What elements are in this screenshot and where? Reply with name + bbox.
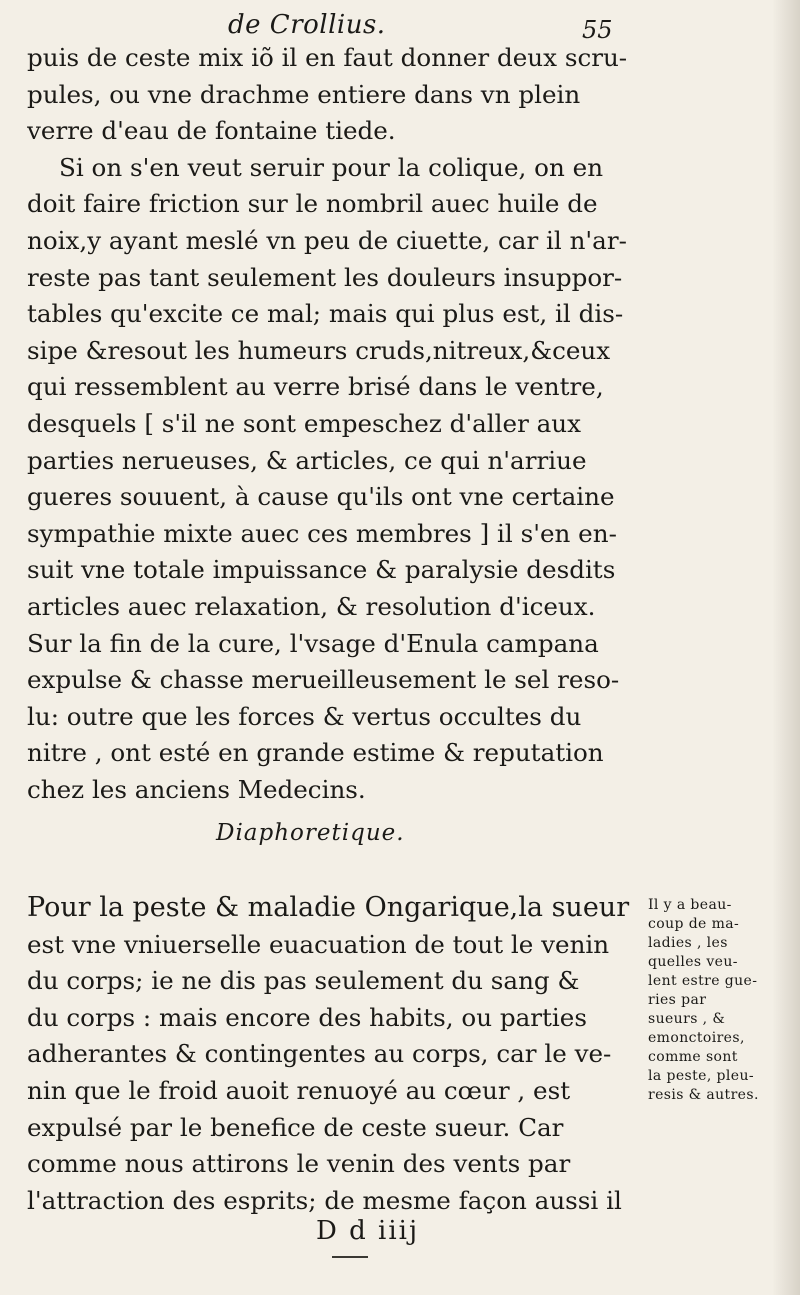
- running-title: de Crollius.: [228, 10, 386, 40]
- second-text-block: [27, 890, 639, 1219]
- text-line: verre d'eau de fontaine tiede.: [27, 116, 396, 146]
- text-line: puis de ceste mix iõ il en faut donner deux scru-: [27, 43, 628, 72]
- text-line: suit vne totale impuissance & paralysie desdits: [27, 555, 616, 585]
- section-heading: Diaphoretique.: [216, 820, 405, 846]
- text-line: desquels [ s'il ne sont empeschez d'aller aux: [27, 408, 582, 438]
- text-line: Si on s'en veut seruir pour la colique, on en: [59, 152, 604, 182]
- text-line: pules, ou vne drachme entiere dans vn plein: [27, 79, 581, 109]
- text-line: doit faire friction sur le nombril auec huile de: [27, 189, 598, 219]
- text-line: gueres souuent, à cause qu'ils ont vne certaine: [27, 482, 615, 512]
- text-line: chez les anciens Medecins.: [27, 774, 366, 804]
- text-line: du corps : mais encore des habits, ou parties: [27, 1002, 587, 1032]
- margin-note-line: la peste, pleu-: [648, 1068, 754, 1084]
- margin-note-line: coup de ma-: [648, 916, 740, 932]
- text-line: tables qu'excite ce mal; mais qui plus est, il dis-: [27, 299, 624, 329]
- margin-note-line: sueurs , &: [648, 1011, 726, 1027]
- text-line: expulsé par le benefice de ceste sueur. Car: [27, 1112, 564, 1142]
- text-line: nitre , ont esté en grande estime & reputation: [27, 738, 604, 768]
- text-line: sympathie mixte auec ces membres ] il s'en en-: [27, 518, 617, 548]
- margin-note-line: ries par: [648, 992, 707, 1008]
- text-line: lu: outre que les forces & vertus occultes du: [27, 701, 582, 731]
- margin-note-line: resis & autres.: [648, 1087, 759, 1103]
- page-edge-shadow: [772, 0, 800, 1295]
- text-line: qui ressemblent au verre brisé dans le ventre,: [27, 372, 604, 402]
- text-line: comme nous attirons le venin des vents par: [27, 1149, 571, 1179]
- margin-note-line: emonctoires,: [648, 1030, 745, 1046]
- text-line: reste pas tant seulement les douleurs insuppor-: [27, 262, 623, 292]
- text-line: noix,y ayant meslé vn peu de ciuette, car il n'ar-: [27, 225, 627, 255]
- margin-note-line: lent estre gue-: [648, 973, 758, 989]
- text-line: Pour la peste & maladie Ongarique,la sueur: [27, 892, 630, 923]
- text-line: du corps; ie ne dis pas seulement du sang &: [27, 966, 580, 996]
- text-line: est vne vniuerselle euacuation de tout le venin: [27, 929, 610, 959]
- text-line: sipe &resout les humeurs cruds,nitreux,&ceux: [27, 335, 611, 365]
- main-text-block: [27, 40, 667, 808]
- page-number: 55: [582, 16, 613, 44]
- text-line: nin que le froid auoit renuoyé au cœur , est: [27, 1075, 571, 1105]
- margin-note-line: ladies , les: [648, 935, 728, 951]
- margin-note-line: Il y a beau-: [648, 897, 732, 913]
- signature-mark: D d iiij: [316, 1216, 420, 1246]
- text-line: l'attraction des esprits; de mesme façon aussi il: [27, 1185, 622, 1215]
- text-line: parties nerueuses, & articles, ce qui n'arriue: [27, 445, 587, 475]
- text-line: adherantes & contingentes au corps, car le ve-: [27, 1039, 612, 1069]
- margin-note-line: comme sont: [648, 1049, 738, 1065]
- margin-note-line: quelles veu-: [648, 954, 738, 970]
- text-line: expulse & chasse merueilleusement le sel reso-: [27, 665, 620, 695]
- signature-underline: [332, 1256, 368, 1258]
- text-line: articles auec relaxation, & resolution d'iceux.: [27, 591, 596, 621]
- text-line: Sur la fin de la cure, l'vsage d'Enula campana: [27, 628, 599, 658]
